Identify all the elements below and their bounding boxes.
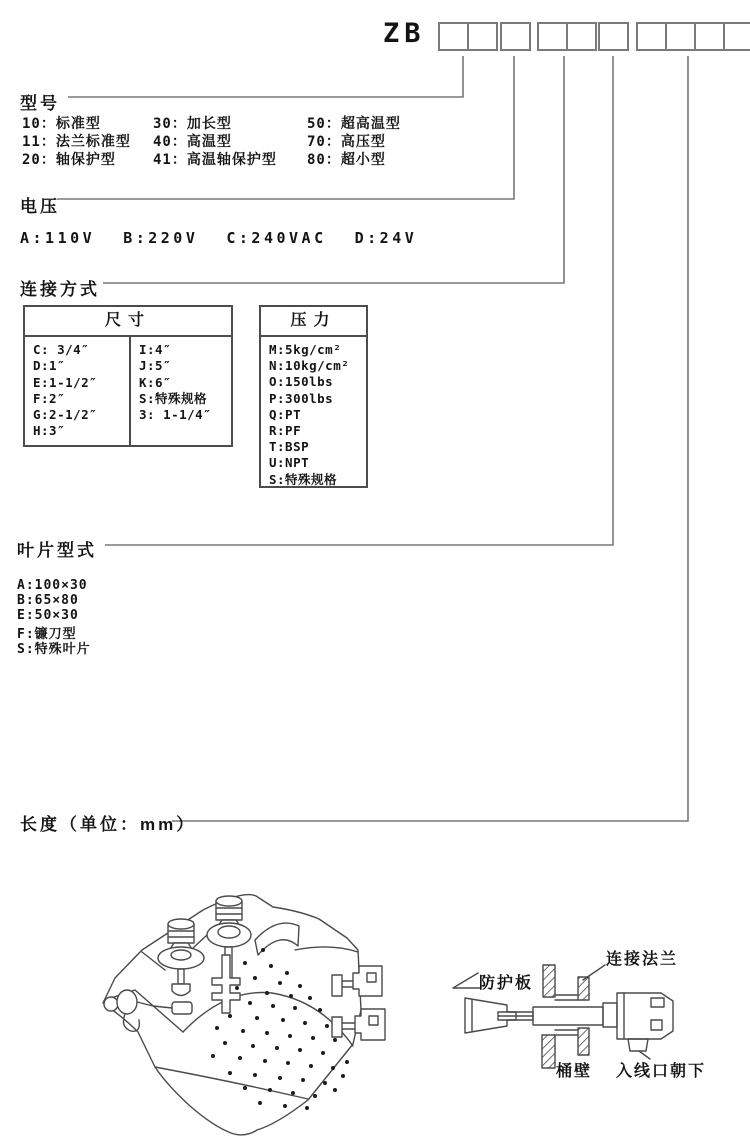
pressure-option: Q:PT xyxy=(269,406,302,422)
code-box-group-connection xyxy=(539,22,597,51)
code-box-group-length xyxy=(638,22,750,51)
pressure-option: U:NPT xyxy=(269,455,310,471)
code-box-group-model xyxy=(440,22,498,51)
guard-angle-mark xyxy=(453,973,481,988)
shaft-step xyxy=(603,1003,617,1027)
pressure-table xyxy=(259,305,368,488)
housing-window-lower xyxy=(651,1020,662,1030)
hopper-drawing xyxy=(95,878,415,1148)
pressure-option: P:300lbs xyxy=(269,390,334,406)
pressure-option: R:PF xyxy=(269,423,302,439)
label-tank-wall: 桶壁 xyxy=(556,1063,593,1080)
size-table-right-column xyxy=(131,337,211,445)
code-box xyxy=(598,22,629,51)
side-switch-lower xyxy=(332,1009,385,1040)
model-option: 11：法兰标准型 xyxy=(22,134,131,150)
mount-tube-lines xyxy=(555,995,578,1035)
size-option: 3: 1-1/4″ xyxy=(139,407,212,423)
size-option: C: 3/4″ xyxy=(33,342,90,357)
size-table xyxy=(23,305,233,447)
model-option: 41：高温轴保护型 xyxy=(153,152,277,168)
code-box xyxy=(438,22,469,51)
callout-line-voltage xyxy=(57,56,514,199)
size-table-left-column xyxy=(25,337,131,445)
size-table-title: 尺寸 xyxy=(25,307,231,337)
size-option: J:5″ xyxy=(139,358,172,374)
material-surface-line xyxy=(183,992,353,1046)
pressure-option: T:BSP xyxy=(269,439,310,455)
size-option: D:1″ xyxy=(33,358,66,374)
code-box xyxy=(665,22,696,51)
label-connection-flange: 连接法兰 xyxy=(606,951,679,968)
model-option: 70：高压型 xyxy=(307,134,386,150)
model-option: 10：标准型 xyxy=(22,116,101,132)
pressure-option: S:特殊规格 xyxy=(269,471,338,487)
voltage-options-row xyxy=(20,229,417,247)
code-box xyxy=(694,22,725,51)
size-option: S:特殊规格 xyxy=(139,390,208,406)
size-option: K:6″ xyxy=(139,374,172,390)
flange-upper xyxy=(578,977,589,1000)
voltage-option: C:240VAC xyxy=(226,229,327,247)
voltage-option: D:24V xyxy=(354,229,418,247)
model-code-prefix: ZB xyxy=(383,18,426,49)
paddle-switch-top-center xyxy=(207,896,251,1013)
pressure-option: O:150lbs xyxy=(269,374,334,390)
paddle-switch-top-left xyxy=(158,919,204,996)
code-box-group-voltage xyxy=(502,22,531,51)
code-box xyxy=(537,22,568,51)
code-box xyxy=(500,22,531,51)
code-box xyxy=(467,22,498,51)
callout-line-model xyxy=(68,56,463,97)
label-guard-plate: 防护板 xyxy=(479,975,534,992)
model-option: 40：高温型 xyxy=(153,134,232,150)
size-option: F:2″ xyxy=(33,390,66,406)
model-option: 30：加长型 xyxy=(153,116,232,132)
housing-window-upper xyxy=(651,998,664,1007)
blade-option: S:特殊叶片 xyxy=(17,642,91,657)
section-label-blade: 叶片型式 xyxy=(17,541,97,560)
size-option: I:4″ xyxy=(139,342,172,357)
section-label-voltage: 电压 xyxy=(20,197,60,216)
callout-line-connection xyxy=(103,56,564,283)
side-switch-upper xyxy=(332,966,382,996)
model-option: 50：超高温型 xyxy=(307,116,401,132)
callout-line-length xyxy=(172,56,688,821)
code-box xyxy=(566,22,597,51)
model-option: 80：超小型 xyxy=(307,152,386,168)
code-box xyxy=(636,22,667,51)
flange-lower xyxy=(578,1028,589,1055)
model-option: 20：轴保护型 xyxy=(22,152,116,168)
code-box xyxy=(723,22,750,51)
tank-wall-lower xyxy=(542,1035,555,1068)
size-option: E:1-1/2″ xyxy=(33,374,98,390)
shaft xyxy=(533,1007,603,1025)
section-label-model: 型号 xyxy=(20,94,60,113)
pressure-table-title: 压力 xyxy=(261,307,366,337)
size-option: H:3″ xyxy=(33,423,66,439)
section-label-length: 长度（单位：mm） xyxy=(20,815,197,834)
blade-option: E:50×30 xyxy=(17,608,79,623)
code-box-group-blade xyxy=(600,22,629,51)
blade-option: A:100×30 xyxy=(17,578,88,593)
label-cable-entry-down: 入线口朝下 xyxy=(616,1063,707,1080)
voltage-option: B:220V xyxy=(123,229,199,247)
cable-entry xyxy=(628,1039,648,1051)
pressure-option: N:10kg/cm² xyxy=(269,358,350,374)
blade-option: B:65×80 xyxy=(17,593,79,608)
voltage-option: A:110V xyxy=(20,229,96,247)
blade-option: F:镰刀型 xyxy=(17,627,77,642)
pressure-option: M:5kg/cm² xyxy=(269,342,342,357)
tank-wall-upper xyxy=(543,965,555,997)
section-label-connection: 连接方式 xyxy=(20,280,100,299)
size-option: G:2-1/2″ xyxy=(33,407,98,423)
switch-bracket xyxy=(212,955,240,1013)
pressure-table-column xyxy=(261,337,349,486)
